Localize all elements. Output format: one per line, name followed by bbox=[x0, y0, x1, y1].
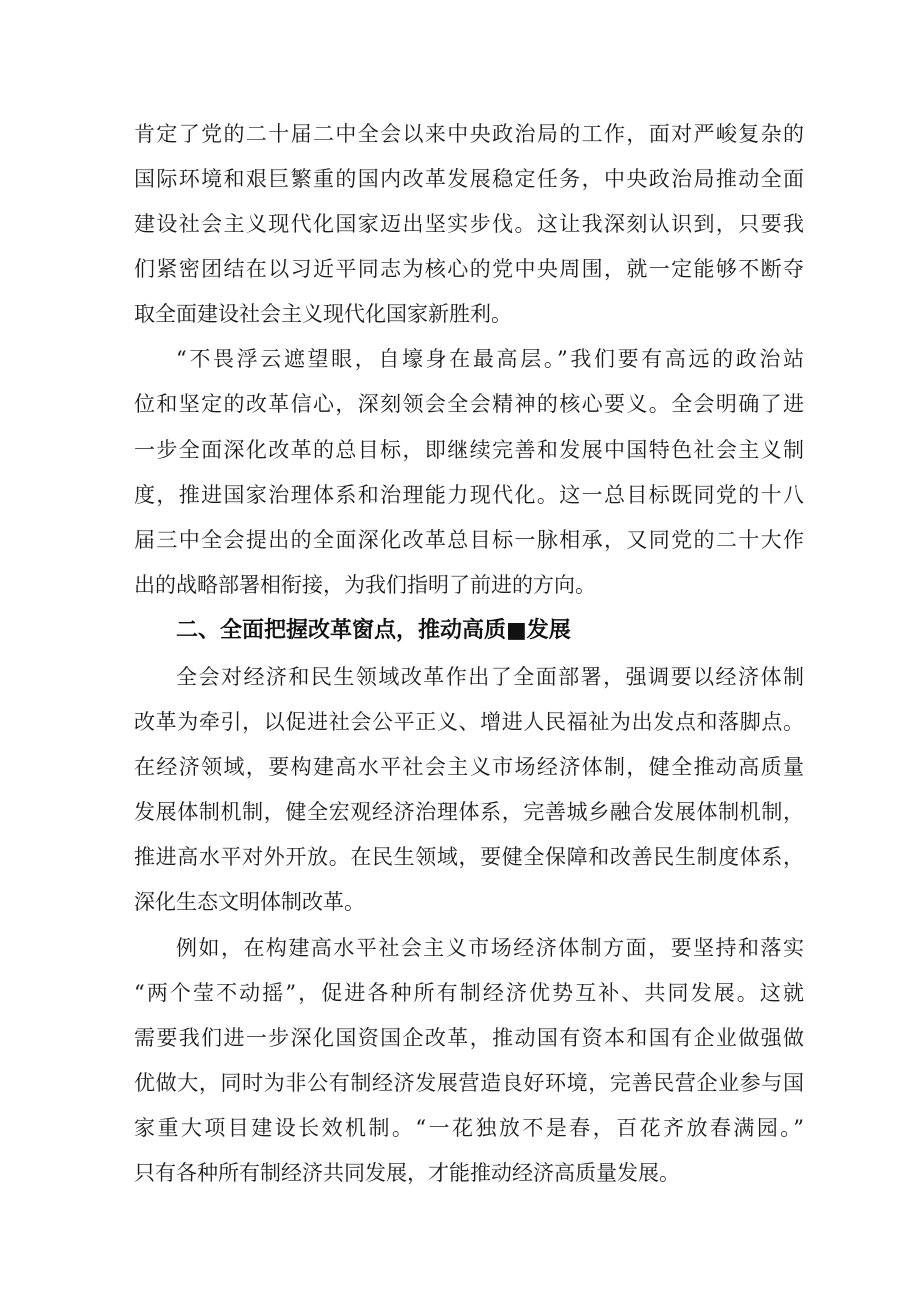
paragraph-line: 只有各种所有制经济共同发展，才能推动经济高质量发展。 bbox=[134, 1161, 680, 1185]
paragraph-line: 发展体制机制，健全宏观经济治理体系，完善城乡融合发展体制机制， bbox=[134, 800, 804, 824]
paragraph-line: 优做大，同时为非公有制经济发展营造良好环境，完善民营企业参与国 bbox=[134, 1071, 804, 1095]
paragraph-line: 出的战略部署相衔接，为我们指明了前进的方向。 bbox=[134, 573, 596, 597]
paragraph-line: 一步全面深化改革的总目标，即继续完善和发展中国特色社会主义制 bbox=[134, 438, 804, 462]
paragraph-line: 建设社会主义现代化国家迈出坚实步伐。这让我深刻认识到，只要我 bbox=[134, 212, 804, 236]
paragraph-line: 肯定了党的二十届二中全会以来中央政治局的工作，面对严峻复杂的 bbox=[134, 122, 804, 146]
paragraph-line: “不畏浮云遮望眼，自壕身在最高层。”我们要有高远的政治站 bbox=[176, 347, 804, 371]
paragraph-line: 全会对经济和民生领域改革作出了全面部署，强调要以经济体制 bbox=[176, 665, 804, 689]
paragraph-line: 需要我们进一步深化国资国企改革，推动国有资本和国有企业做强做 bbox=[134, 1026, 804, 1050]
paragraph-line: 深化生态文明体制改革。 bbox=[134, 890, 365, 914]
paragraph-line: 在经济领域，要构建高水平社会主义市场经济体制，健全推动高质量 bbox=[134, 755, 804, 779]
paragraph-line: 届三中全会提出的全面深化改革总目标一脉相承，又同党的二十大作 bbox=[134, 528, 804, 552]
paragraph-line: 位和坚定的改革信心，深刻领会全会精神的核心要义。全会明确了进 bbox=[134, 392, 804, 416]
paragraph-line: 推进高水平对外开放。在民生领域，要健全保障和改善民生制度体系， bbox=[134, 845, 804, 869]
section-heading: 二、全面把握改革窗点，推动高质■发展 bbox=[176, 618, 571, 643]
paragraph-line: 家重大项目建设长效机制。“一花独放不是春，百花齐放春满园。” bbox=[134, 1116, 804, 1140]
paragraph-line: 例如，在构建高水平社会主义市场经济体制方面，要坚持和落实 bbox=[176, 936, 804, 960]
paragraph-line: 们紧密团结在以习近平同志为核心的党中央周围，就一定能够不断夺 bbox=[134, 257, 804, 281]
paragraph-line: 取全面建设社会主义现代化国家新胜利。 bbox=[134, 302, 512, 326]
paragraph-line: 国际环境和艰巨繁重的国内改革发展稳定任务，中央政治局推动全面 bbox=[134, 167, 804, 191]
paragraph-line: 度，推进国家治理体系和治理能力现代化。这一总目标既同党的十八 bbox=[134, 483, 804, 507]
paragraph-line: 改革为牵引，以促进社会公平正义、增进人民福祉为出发点和落脚点。 bbox=[134, 710, 804, 734]
paragraph-line: “两个莹不动摇”，促进各种所有制经济优势互补、共同发展。这就 bbox=[134, 981, 804, 1005]
